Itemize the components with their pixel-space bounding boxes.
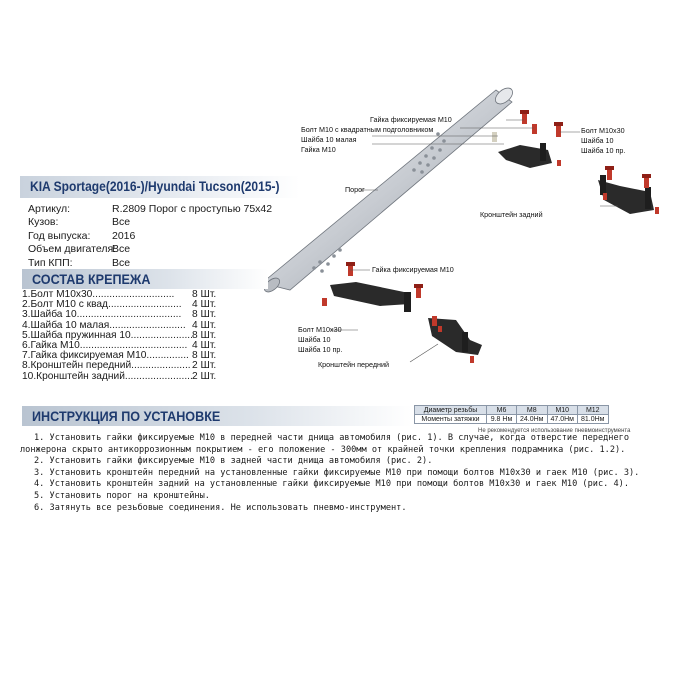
part-name: 3.Шайба 10..................................... <box>22 309 182 321</box>
label-washer-small: Шайба 10 малая <box>301 135 357 144</box>
info-label: Кузов: <box>28 216 59 229</box>
info-label: Год выпуска: <box>28 229 91 242</box>
part-qty: 2 Шт. <box>192 360 217 372</box>
front-bracket <box>322 262 482 363</box>
label-washer-rear: Шайба 10 <box>581 136 614 145</box>
torque-header-cell: М8 <box>517 406 548 415</box>
torque-table <box>414 405 609 424</box>
label-nut-front: Гайка фиксируемая М10 <box>372 265 454 274</box>
parts-list <box>22 289 222 381</box>
label-nut-top: Гайка фиксируемая М10 <box>370 115 452 124</box>
info-label: Тип КПП: <box>28 256 73 269</box>
label-washer-front: Шайба 10 <box>298 335 331 344</box>
part-name: 5.Шайба пружинная 10...................... <box>22 329 193 341</box>
label-bracket-rear: Кронштейн задний <box>480 210 543 219</box>
part-name: 7.Гайка фиксируемая М10............... <box>22 350 189 362</box>
torque-value-row <box>415 415 609 424</box>
part-qty: 4 Шт. <box>192 299 217 311</box>
part-name: 2.Болт М10 с квад.......................... <box>22 299 182 311</box>
instruction-line: 2. Установить гайки фиксируемые М10 в задней части днища автомобиля (рис. 2). <box>34 456 433 467</box>
part-qty: 8 Шт. <box>192 309 217 321</box>
info-row <box>28 230 308 242</box>
instructions-section-title: ИНСТРУКЦИЯ ПО УСТАНОВКЕ <box>32 408 221 424</box>
torque-header-cell: М10 <box>547 406 578 415</box>
info-row <box>28 257 308 269</box>
product-title-bar <box>20 176 300 198</box>
part-name: 10.Кронштейн задний........................ <box>22 370 193 382</box>
list-item <box>22 340 222 350</box>
info-label: Объем двигателя: <box>28 243 117 256</box>
list-item <box>22 330 222 340</box>
instruction-line: 1. Установить гайки фиксируемые М10 в передней части днища автомобиля (рис. 1). В случае, когда отверстие переднего <box>34 433 629 443</box>
info-value: 2016 <box>112 229 136 242</box>
list-item <box>22 309 222 319</box>
part-qty: 8 Шт. <box>192 329 217 341</box>
torque-header-cell: Диаметр резьбы <box>415 406 487 415</box>
list-item <box>22 360 222 370</box>
torque-header-cell: М12 <box>578 406 609 415</box>
torque-row-label: Моменты затяжки <box>415 415 487 424</box>
product-title: KIA Sportage(2016-)/Hyundai Tucson(2015-) <box>30 178 280 194</box>
instruction-line: лонжерона скрыто антикоррозионным покрытием - его положение - 300мм от крайней точки крепления подрамника (рис. 1.2). <box>20 444 626 455</box>
parts-section-title: СОСТАВ КРЕПЕЖА <box>32 271 151 287</box>
part-name: 1.Болт М10х30............................. <box>22 289 175 300</box>
info-label: Артикул: <box>28 203 71 215</box>
label-threshold: Порог <box>345 185 365 194</box>
info-row <box>28 216 308 228</box>
product-info <box>28 203 308 270</box>
instruction-line: 3. Установить кронштейн передний на установленные гайки фиксируемые М10 при помощи болтов М10х30 и гаек М10 (рис. 3). <box>34 467 640 478</box>
label-nut-m10: Гайка М10 <box>301 145 336 154</box>
instruction-line: 4. Установить кронштейн задний на установленные гайки фиксируемые М10 при помощи болтов М10х30 и гаек М10 (рис. 4). <box>34 479 629 490</box>
parts-section-header <box>22 269 268 289</box>
part-qty: 4 Шт. <box>192 319 217 331</box>
torque-value: 47.0Нм <box>547 415 578 424</box>
part-qty: 8 Шт. <box>192 350 217 362</box>
label-washer-rear-spring: Шайба 10 пр. <box>581 146 626 155</box>
instructions-list <box>20 433 688 514</box>
info-row <box>28 243 308 255</box>
part-name: 4.Шайба 10 малая........................... <box>22 319 186 331</box>
torque-value: 9.8 Нм <box>487 415 517 424</box>
list-item <box>22 299 222 309</box>
info-value: Все <box>112 243 131 256</box>
info-value: R.2809 Порог с проступью 75х42 <box>112 203 273 215</box>
info-value: Все <box>112 256 131 269</box>
part-name: 6.Гайка М10...................................... <box>22 339 188 351</box>
torque-header-row <box>415 406 609 415</box>
list-item <box>22 320 222 330</box>
instruction-line: 5. Установить порог на кронштейны. <box>34 490 210 501</box>
list-item <box>22 350 222 360</box>
label-bolt-square: Болт М10 с квадратным подголовником <box>301 125 434 134</box>
info-row <box>28 203 308 215</box>
rear-bracket <box>598 166 659 214</box>
label-washer-front-spring: Шайба 10 пр. <box>298 345 343 354</box>
instruction-line: 6. Затянуть все резьбовые соединения. Не использовать пневмо-инструмент. <box>34 502 407 513</box>
list-item <box>22 371 222 381</box>
instructions-section-header <box>22 406 412 426</box>
part-qty: 4 Шт. <box>192 339 217 351</box>
list-item <box>22 289 222 299</box>
torque-header-cell: М6 <box>487 406 517 415</box>
part-qty: 8 Шт. <box>192 289 217 300</box>
label-bolt-front: Болт М10х30 <box>298 325 342 334</box>
label-bolt-rear: Болт М10х30 <box>581 126 625 135</box>
label-bracket-front: Кронштейн передний <box>318 360 390 369</box>
rear-upper-bracket <box>492 110 563 168</box>
part-qty: 2 Шт. <box>192 370 217 382</box>
leader-lines <box>330 120 618 362</box>
torque-note: Не рекомендуется использование пневмоинструмента <box>478 428 631 434</box>
torque-value: 81.0Нм <box>578 415 609 424</box>
torque-value: 24.0Нм <box>517 415 548 424</box>
info-value: Все <box>112 216 131 229</box>
part-name: 8.Кронштейн передний..................... <box>22 360 191 372</box>
